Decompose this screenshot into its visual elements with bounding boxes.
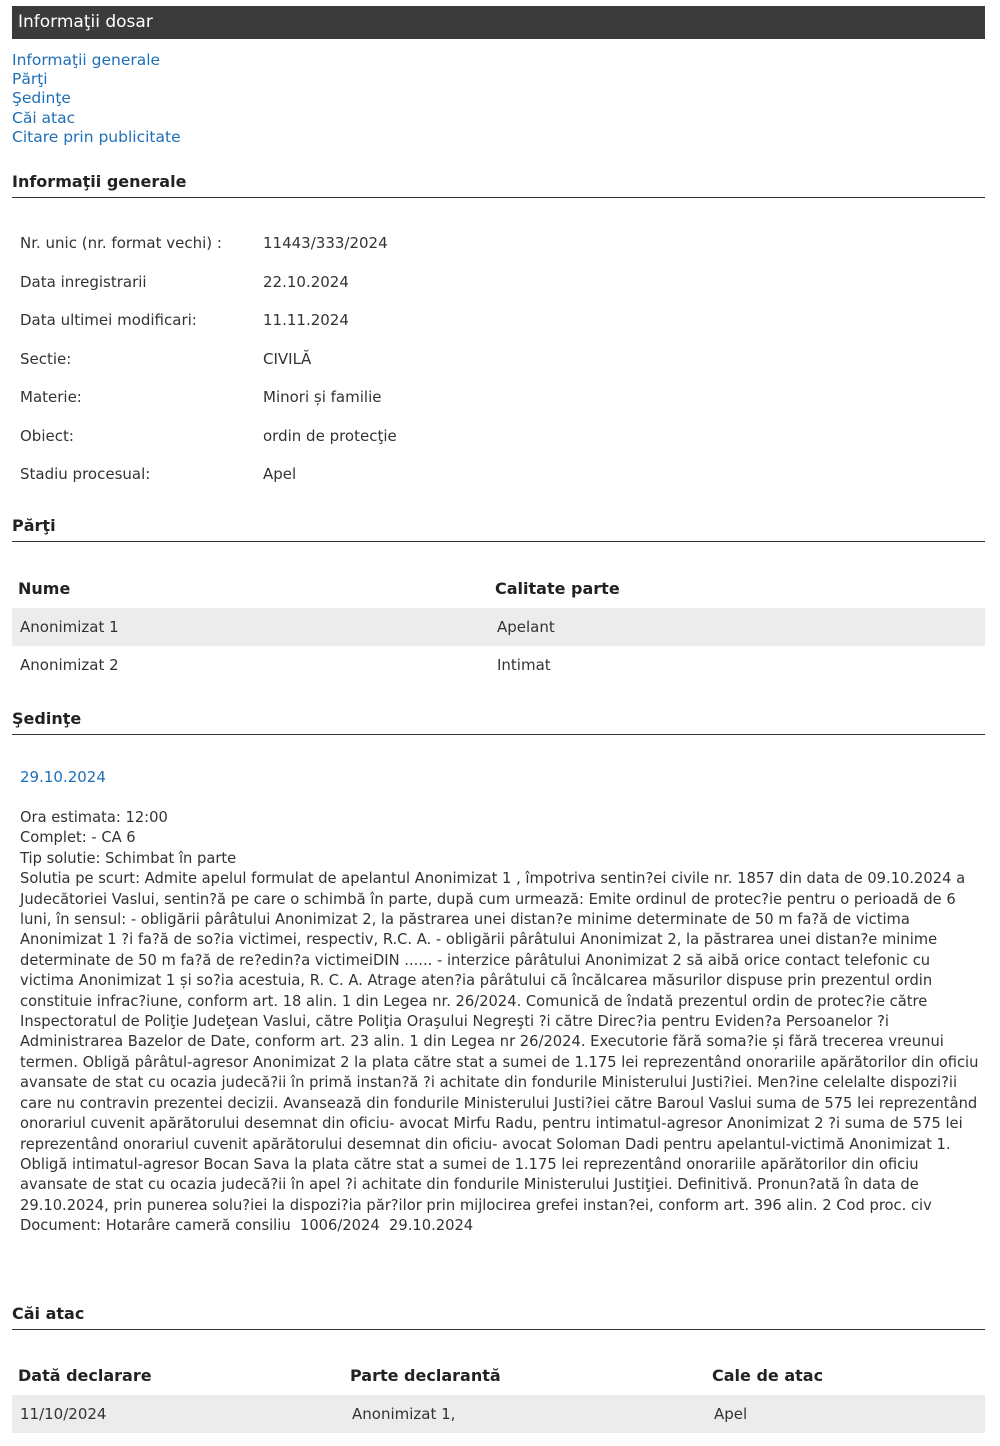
info-row [20, 340, 980, 379]
column-header-parte-declaranta: Parte declarantă [350, 1365, 501, 1385]
cai-atac-table [12, 1355, 985, 1433]
session-details: Ora estimata: 12:00 Complet: - CA 6 Tip solutie: Schimbat în parte Solutia pe scurt: Admite apelul formulat de apelantul Anonimizat 1 , împotriva sentin?ei civile nr. 1857 din data de 09.10.2024 a Judecătoriei Vaslui, sentin?ă pe care o schimbă în parte, după cum urmează: Emite ordinul de protec?ie pentru o perioadă de 6 luni, în sensul: - obligării pârâtului Anonimizat 2, la păstrarea unei distan?e minime determinate de 50 m fa?ă de victima Anonimizat 1 ?i fa?ă de so?ia victimei, respectiv, R.C. A. - obligării pârâtului Anonimizat 2, la păstrarea unei distan?e minime determinate de 50 m fa?ă de re?edin?a victimeiDIN ...... - interzice pârâtului Anonimizat 2 să aibă orice contact telefonic cu victima Anonimizat 1 și so?ia acestuia, R. C. A. Atrage aten?ia pârâtului că încălcarea măsurilor dispuse prin prezentul ordin constituie infrac?iune, conform art. 18 alin. 1 din Legea nr. 26/2024. Comunică de îndată prezentul ordin de protec?ie către Inspectoratul de Poliţie Judeţean Vaslui, către Poliţia Oraşului Negreşti ?i către Direc?ia pentru Eviden?a Persoanelor ?i Administrarea Bazelor de Date, conform art. 23 alin. 1 din Legea nr 26/2024. Executorie fără soma?ie și fără trecerea vreunui termen. Obligă pârâtul-agresor Anonimizat 2 la plata către stat a sumei de 1.175 lei reprezentând onorariile apărătorilor din oficiu avansate de stat cu ocazia judecă?ii în primă instan?ă ?i achitate din fondurile Ministerului Justi?iei. Men?ine celelalte dispozi?ii care nu contravin prezentei decizii. Avansează din fondurile Ministerului Justi?iei către Baroul Vaslui suma de 575 lei reprezentând onorariul cuvenit apărătorului desemnat din oficiu- avocat Mirfu Radu, pentru intimatul-agresor Anonimizat 2 ?i suma de 575 lei reprezentând onorariul cuvenit apărătorului desemnat din oficiu- avocat Soloman Dadi pentru apelantul-victimă Anonimizat 1. Obligă intimatul-agresor Bocan Sava la plata către stat a sumei de 1.175 lei reprezentând onorariile apărătorilor din oficiu avansate de stat cu ocazia judecă?ii în apel ?i achitate din fondurile Ministerului Justiţiei. Definitivă. Pronun?ată în data de 29.10.2024, prin punerea solu?iei la dispozi?ia păr?ilor prin mijlocirea grefei instan?ei, conform art. 396 alin. 2 Cod proc. civ Document: Hotarâre cameră consiliu 1006/2024 29.10.2024 [20, 809, 979, 1235]
info-row [20, 455, 980, 494]
section-heading-parti: Părţi [12, 516, 985, 542]
info-value: 11443/333/2024 [263, 234, 388, 253]
info-row [20, 301, 980, 340]
table-header-row [12, 1355, 985, 1395]
general-info-list [20, 224, 980, 494]
info-label: Data inregistrarii [20, 272, 147, 291]
info-row [20, 224, 980, 263]
section-heading-cai-atac: Căi atac [12, 1304, 985, 1330]
nav-link-informatii-generale[interactable]: Informaţii generale [12, 51, 161, 69]
info-value: ordin de protecţie [263, 426, 397, 445]
page-title-bar [12, 6, 985, 39]
declaration-date: 11/10/2024 [12, 1395, 344, 1433]
info-label: Data ultimei modificari: [20, 311, 197, 330]
session-date: 29.10.2024 [20, 768, 106, 786]
section-heading-general: Informaţii generale [12, 172, 985, 198]
info-value: Minori și familie [263, 388, 382, 407]
info-row [20, 263, 980, 302]
appeal-type: Apel [706, 1395, 985, 1433]
info-value: 11.11.2024 [263, 311, 349, 330]
party-role: Apelant [489, 608, 985, 646]
section-nav [12, 51, 181, 147]
column-header-calitate: Calitate parte [495, 578, 620, 598]
info-label: Nr. unic (nr. format vechi) : [20, 234, 222, 253]
nav-link-citare-publicitate[interactable]: Citare prin publicitate [12, 127, 181, 146]
table-row [12, 646, 985, 684]
info-label: Stadiu procesual: [20, 465, 151, 484]
table-row [12, 1395, 985, 1433]
info-label: Obiect: [20, 426, 74, 445]
info-label: Sectie: [20, 349, 72, 368]
nav-link-parti[interactable]: Părţi [12, 70, 48, 89]
declaring-party: Anonimizat 1, [344, 1395, 706, 1433]
section-heading-sedinte: Şedinţe [12, 709, 985, 735]
column-header-nume: Nume [18, 578, 71, 598]
info-label: Materie: [20, 388, 82, 407]
column-header-cale-atac: Cale de atac [712, 1365, 824, 1385]
info-value: Apel [263, 465, 297, 484]
table-header-row [12, 568, 985, 608]
table-row [12, 608, 985, 646]
info-value: 22.10.2024 [263, 272, 349, 291]
info-row [20, 378, 980, 417]
parti-table [12, 568, 985, 684]
page-title: Informaţii dosar [18, 12, 153, 32]
nav-link-cai-atac[interactable]: Căi atac [12, 108, 76, 127]
nav-link-sedinte[interactable]: Şedinţe [12, 89, 71, 108]
info-row [20, 417, 980, 456]
info-value: CIVILĂ [263, 349, 312, 368]
column-header-data-declarare: Dată declarare [18, 1365, 152, 1385]
party-name: Anonimizat 1 [12, 608, 489, 646]
party-role: Intimat [497, 656, 551, 674]
party-name: Anonimizat 2 [20, 656, 119, 674]
